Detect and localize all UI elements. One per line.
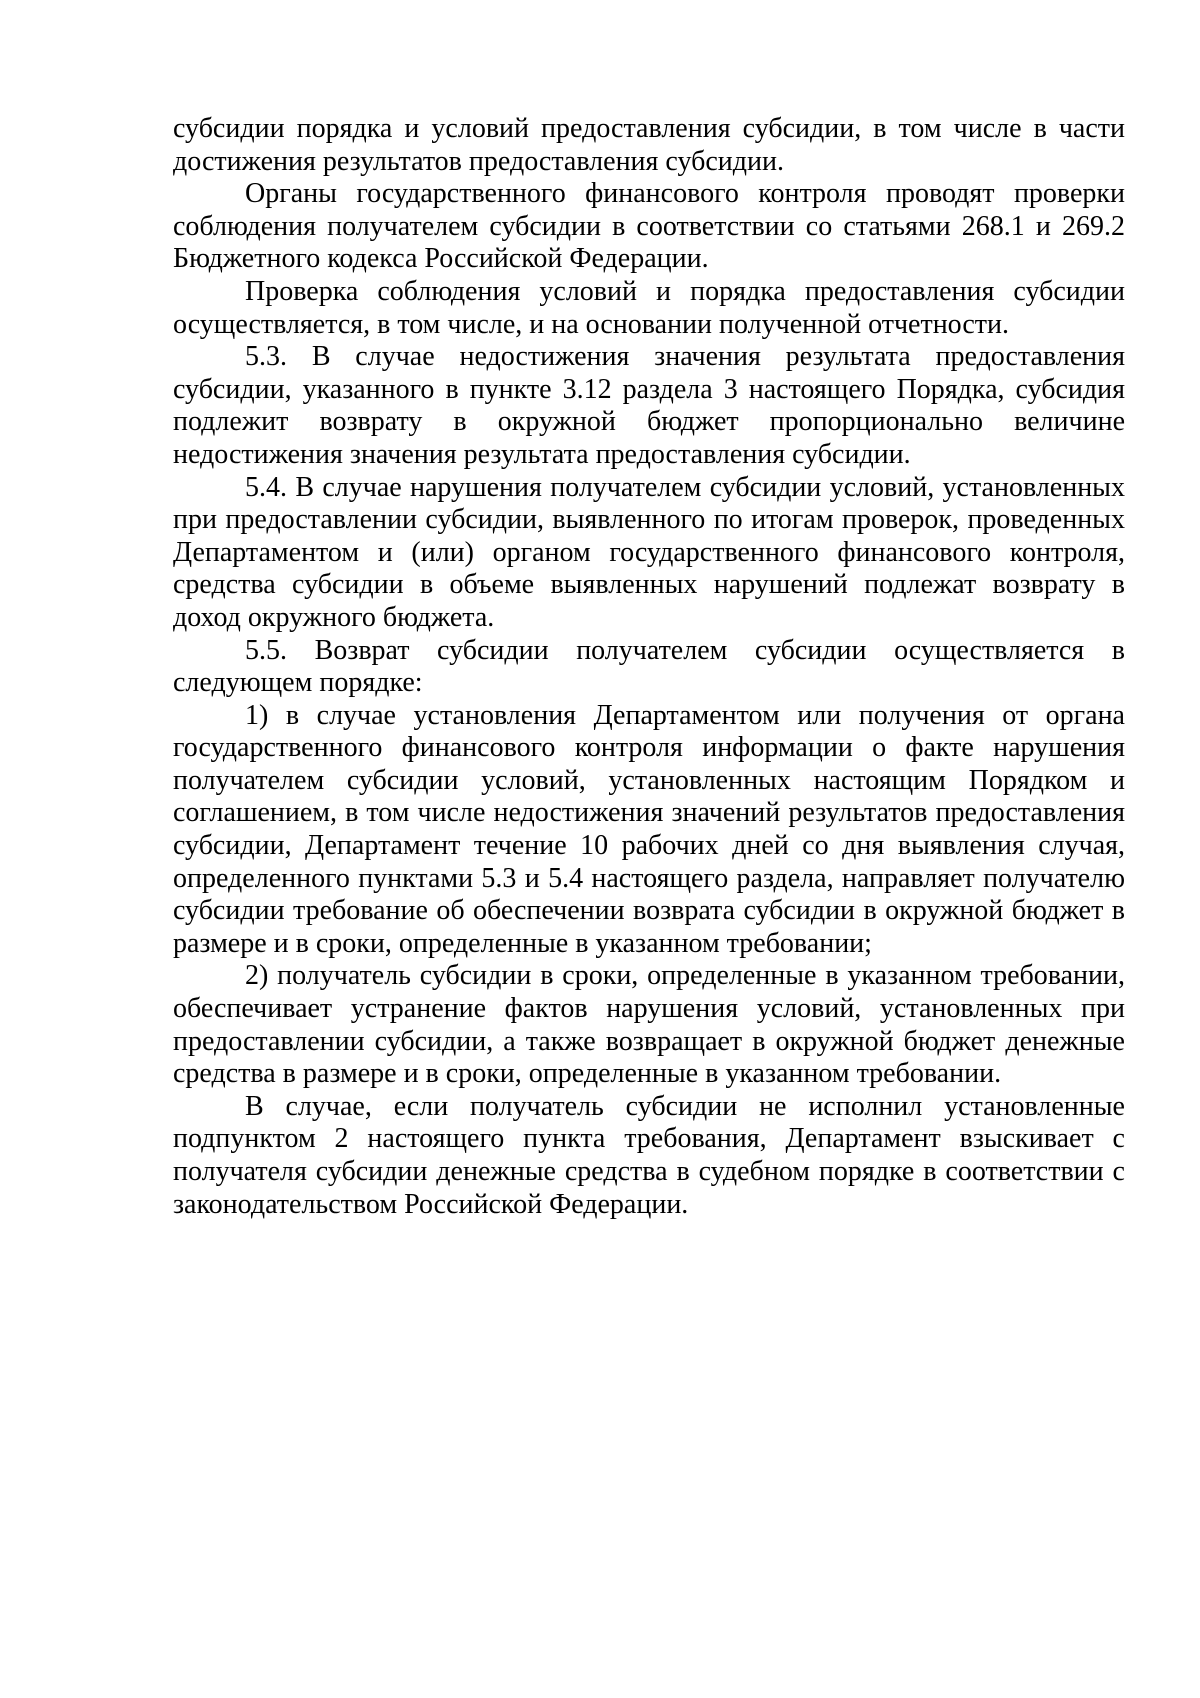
- list-item-1: 1) в случае установления Департаментом или получения от органа государственного финансового контроля информации о факте нарушения получателем субсидии условий, установленных настоящим Порядком и соглашением, в том числе недостижения значений результатов предоставления субсидии, Департамент течение 10 рабочих дней со дня выявления случая, определенного пунктами 5.3 и 5.4 настоящего раздела, направляет получателю субсидии требование об обеспечении возврата субсидии в окружной бюджет в размере и в сроки, определенные в указанном требовании;: [173, 699, 1125, 959]
- list-item-2: 2) получатель субсидии в сроки, определенные в указанном требовании, обеспечивает устранение фактов нарушения условий, установленных при предоставлении субсидии, а также возвращает в окружной бюджет денежные средства в размере и в сроки, определенные в указанном требовании.: [173, 960, 1125, 1090]
- paragraph-5-4: 5.4. В случае нарушения получателем субсидии условий, установленных при предоставлении субсидии, выявленного по итогам проверок, проведенных Департаментом и (или) органом государственного финансового контроля, средства субсидии в объеме выявленных нарушений подлежат возврату в доход окружного бюджета.: [173, 471, 1125, 633]
- paragraph-financial-control: Органы государственного финансового контроля проводят проверки соблюдения получателем субсидии в соответствии со статьями 268.1 и 269.2 Бюджетного кодекса Российской Федерации.: [173, 178, 1125, 275]
- paragraph-court-recovery: В случае, если получатель субсидии не исполнил установленные подпунктом 2 настоящего пункта требования, Департамент взыскивает с получателя субсидии денежные средства в судебном порядке в соответствии с законодательством Российской Федерации.: [173, 1090, 1125, 1220]
- paragraph-5-5: 5.5. Возврат субсидии получателем субсидии осуществляется в следующем порядке:: [173, 634, 1125, 699]
- document-body: [173, 113, 1125, 1221]
- paragraph-continuation: субсидии порядка и условий предоставления субсидии, в том числе в части достижения результатов предоставления субсидии.: [173, 113, 1125, 177]
- paragraph-5-3: 5.3. В случае недостижения значения результата предоставления субсидии, указанного в пункте 3.12 раздела 3 настоящего Порядка, субсидия подлежит возврату в окружной бюджет пропорционально величине недостижения значения результата предоставления субсидии.: [173, 341, 1125, 470]
- paragraph-compliance-check: Проверка соблюдения условий и порядка предоставления субсидии осуществляется, в том числе, и на основании полученной отчетности.: [173, 275, 1125, 340]
